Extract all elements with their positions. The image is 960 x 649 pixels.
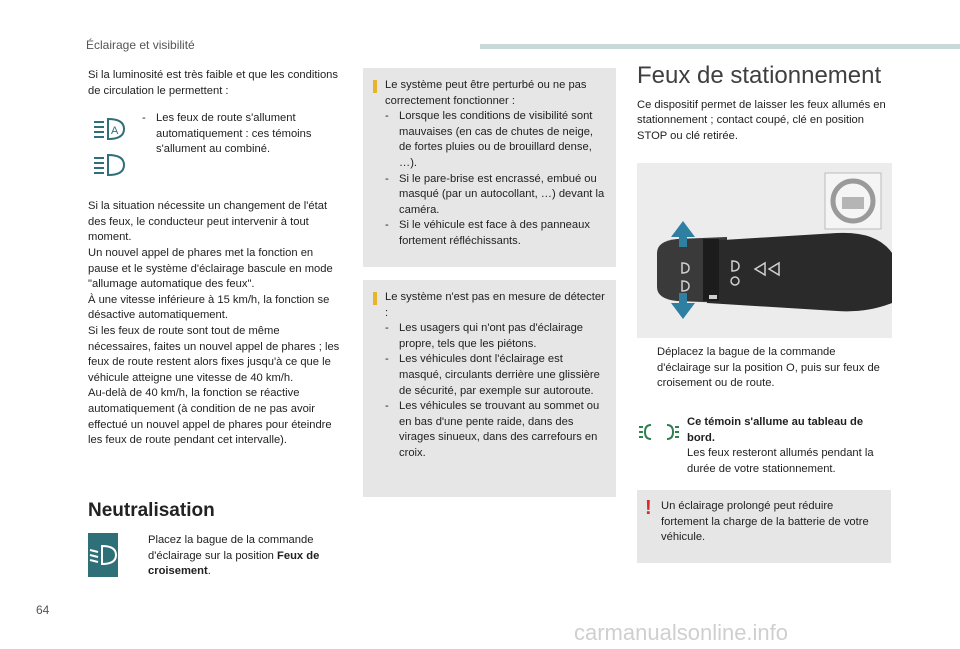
low-beam-icon-box — [88, 533, 118, 577]
indicator-block — [637, 415, 892, 477]
watermark: carmanualsonline.info — [574, 620, 789, 645]
parking-bullet — [637, 345, 892, 392]
arrow-bullet-icon — [637, 345, 657, 392]
note-intro: Le système peut être perturbé ou ne pas correctement fonctionner : — [385, 79, 587, 107]
indicator-icons — [88, 115, 132, 177]
svg-text:A: A — [111, 125, 119, 138]
bullet-text: Les feux de route s'allument automatiquement : ces témoins s'allument au combiné. — [156, 112, 312, 156]
high-beam-block — [88, 112, 344, 177]
column-left — [88, 68, 344, 449]
note-item-text: Si le véhicule est face à des panneaux fortement réfléchissants. — [399, 219, 590, 247]
note-box-perturbation — [363, 68, 616, 267]
note-item-text: Si le pare-brise est encrassé, embué ou masqué (par un autocollant, …) devant la caméra. — [399, 172, 605, 216]
low-beam-icon — [88, 544, 118, 566]
parking-lights-icon-wrap — [637, 415, 687, 477]
para-line: Au-delà de 40 km/h, la fonction se réactive automatiquement (à condition de ne pas avoir effectué un nouvel appel de phares pour éteindre les feux de route pendant cet intervalle). — [88, 387, 332, 447]
explanation-paragraph — [88, 199, 344, 449]
high-beam-bullet — [142, 111, 344, 177]
note-box-detection — [363, 280, 616, 497]
note-item-text: Les usagers qui n'ont pas d'éclairage propre, tels que les piétons. — [399, 322, 584, 350]
bullet-dash: - — [142, 112, 146, 125]
note-accent-bar — [373, 80, 377, 93]
page-number: 64 — [36, 603, 50, 617]
text-post: . — [207, 565, 211, 578]
note-item: - Les véhicules se trouvant au sommet ou en bas d'une pente raide, dans des virages sinueux, dans des carrefours en croix. — [385, 399, 606, 461]
note-item-text: Lorsque les conditions de visibilité sont mauvaises (en cas de chutes de neige, de fortes pluies ou de brouillard dense, …). — [399, 110, 594, 169]
text-bold: Feux de croisement — [148, 549, 320, 578]
para-line: À une vitesse inférieure à 15 km/h, la fonction se désactive automatiquement. — [88, 293, 330, 322]
note-item-text: Les véhicules se trouvant au sommet ou en bas d'une pente raide, dans des virages sinueux, dans des carrefours en croix. — [399, 400, 600, 459]
neutralisation-title: Neutralisation — [88, 500, 215, 521]
note-intro: Le système n'est pas en mesure de détecter : — [385, 291, 605, 319]
note-item: - Les véhicules dont l'éclairage est masqué, circulants derrière une glissière de sécurité, par exemple sur autoroute. — [385, 352, 606, 399]
indicator-desc: Les feux resteront allumés pendant la durée de votre stationnement. — [687, 447, 874, 475]
note-item-text: Les véhicules dont l'éclairage est masqué, circulants derrière une glissière de sécurité, par exemple sur autoroute. — [399, 353, 600, 397]
auto-high-beam-icon — [92, 115, 128, 141]
arrow-bullet-icon — [132, 533, 148, 580]
text-pre: Placez la bague de la commande d'éclairage sur la position — [148, 534, 314, 562]
neutralisation-block — [88, 533, 348, 580]
para-line: Si la situation nécessite un changement de l'état des feux, le conducteur peut intervenir à tout moment. — [88, 200, 328, 244]
battery-warning-box — [637, 490, 891, 563]
high-beam-icon — [92, 151, 128, 177]
side-lights-icon — [637, 421, 681, 443]
lighting-stalk-illustration — [637, 163, 892, 338]
note-item: - Les usagers qui n'ont pas d'éclairage propre, tels que les piétons. — [385, 321, 606, 352]
section-header: Éclairage et visibilité — [86, 38, 195, 52]
stalk-illustration — [637, 163, 892, 338]
note-accent-bar — [373, 292, 377, 305]
warning-icon: ! — [645, 497, 652, 519]
column-right — [637, 62, 892, 144]
parking-instruction — [637, 345, 892, 392]
note-content — [385, 290, 606, 462]
note-content — [385, 78, 606, 250]
header-rule — [480, 44, 960, 49]
para-line: Si les feux de route sont tout de même nécessaires, faites un nouvel appel de phares ; les feux de route restent alors fixes jusqu'à ce que le véhicule atteigne une vitesse de 40 km/h. — [88, 324, 340, 384]
intro-text: Si la luminosité est très faible et que les conditions de circulation le permettent : — [88, 69, 338, 97]
steering-wheel-icon — [825, 173, 881, 229]
neutralisation-text — [148, 533, 348, 580]
note-item: - Lorsque les conditions de visibilité sont mauvaises (en cas de chutes de neige, de fortes pluies ou de brouillard dense, …). — [385, 109, 606, 171]
note-item: - Si le véhicule est face à des panneaux fortement réfléchissants. — [385, 218, 606, 249]
indicator-text — [687, 415, 892, 477]
warning-text: Un éclairage prolongé peut réduire fortement la charge de la batterie de votre véhicule. — [661, 500, 869, 544]
neutralisation-text-wrap — [132, 533, 348, 580]
para-line: Un nouvel appel de phares met la fonction en pause et le système d'éclairage bascule en mode "allumage automatique des feux". — [88, 246, 333, 291]
parking-intro: Ce dispositif permet de laisser les feux allumés en stationnement ; contact coupé, clé en position STOP ou clé retirée. — [637, 98, 886, 142]
parking-lights-title: Feux de stationnement — [637, 62, 882, 89]
parking-bullet-text: Déplacez la bague de la commande d'éclairage sur la position O, puis sur feux de croisement ou de route. — [657, 346, 880, 390]
indicator-bold: Ce témoin s'allume au tableau de bord. — [687, 416, 864, 444]
note-item: - Si le pare-brise est encrassé, embué ou masqué (par un autocollant, …) devant la caméra. — [385, 172, 606, 219]
